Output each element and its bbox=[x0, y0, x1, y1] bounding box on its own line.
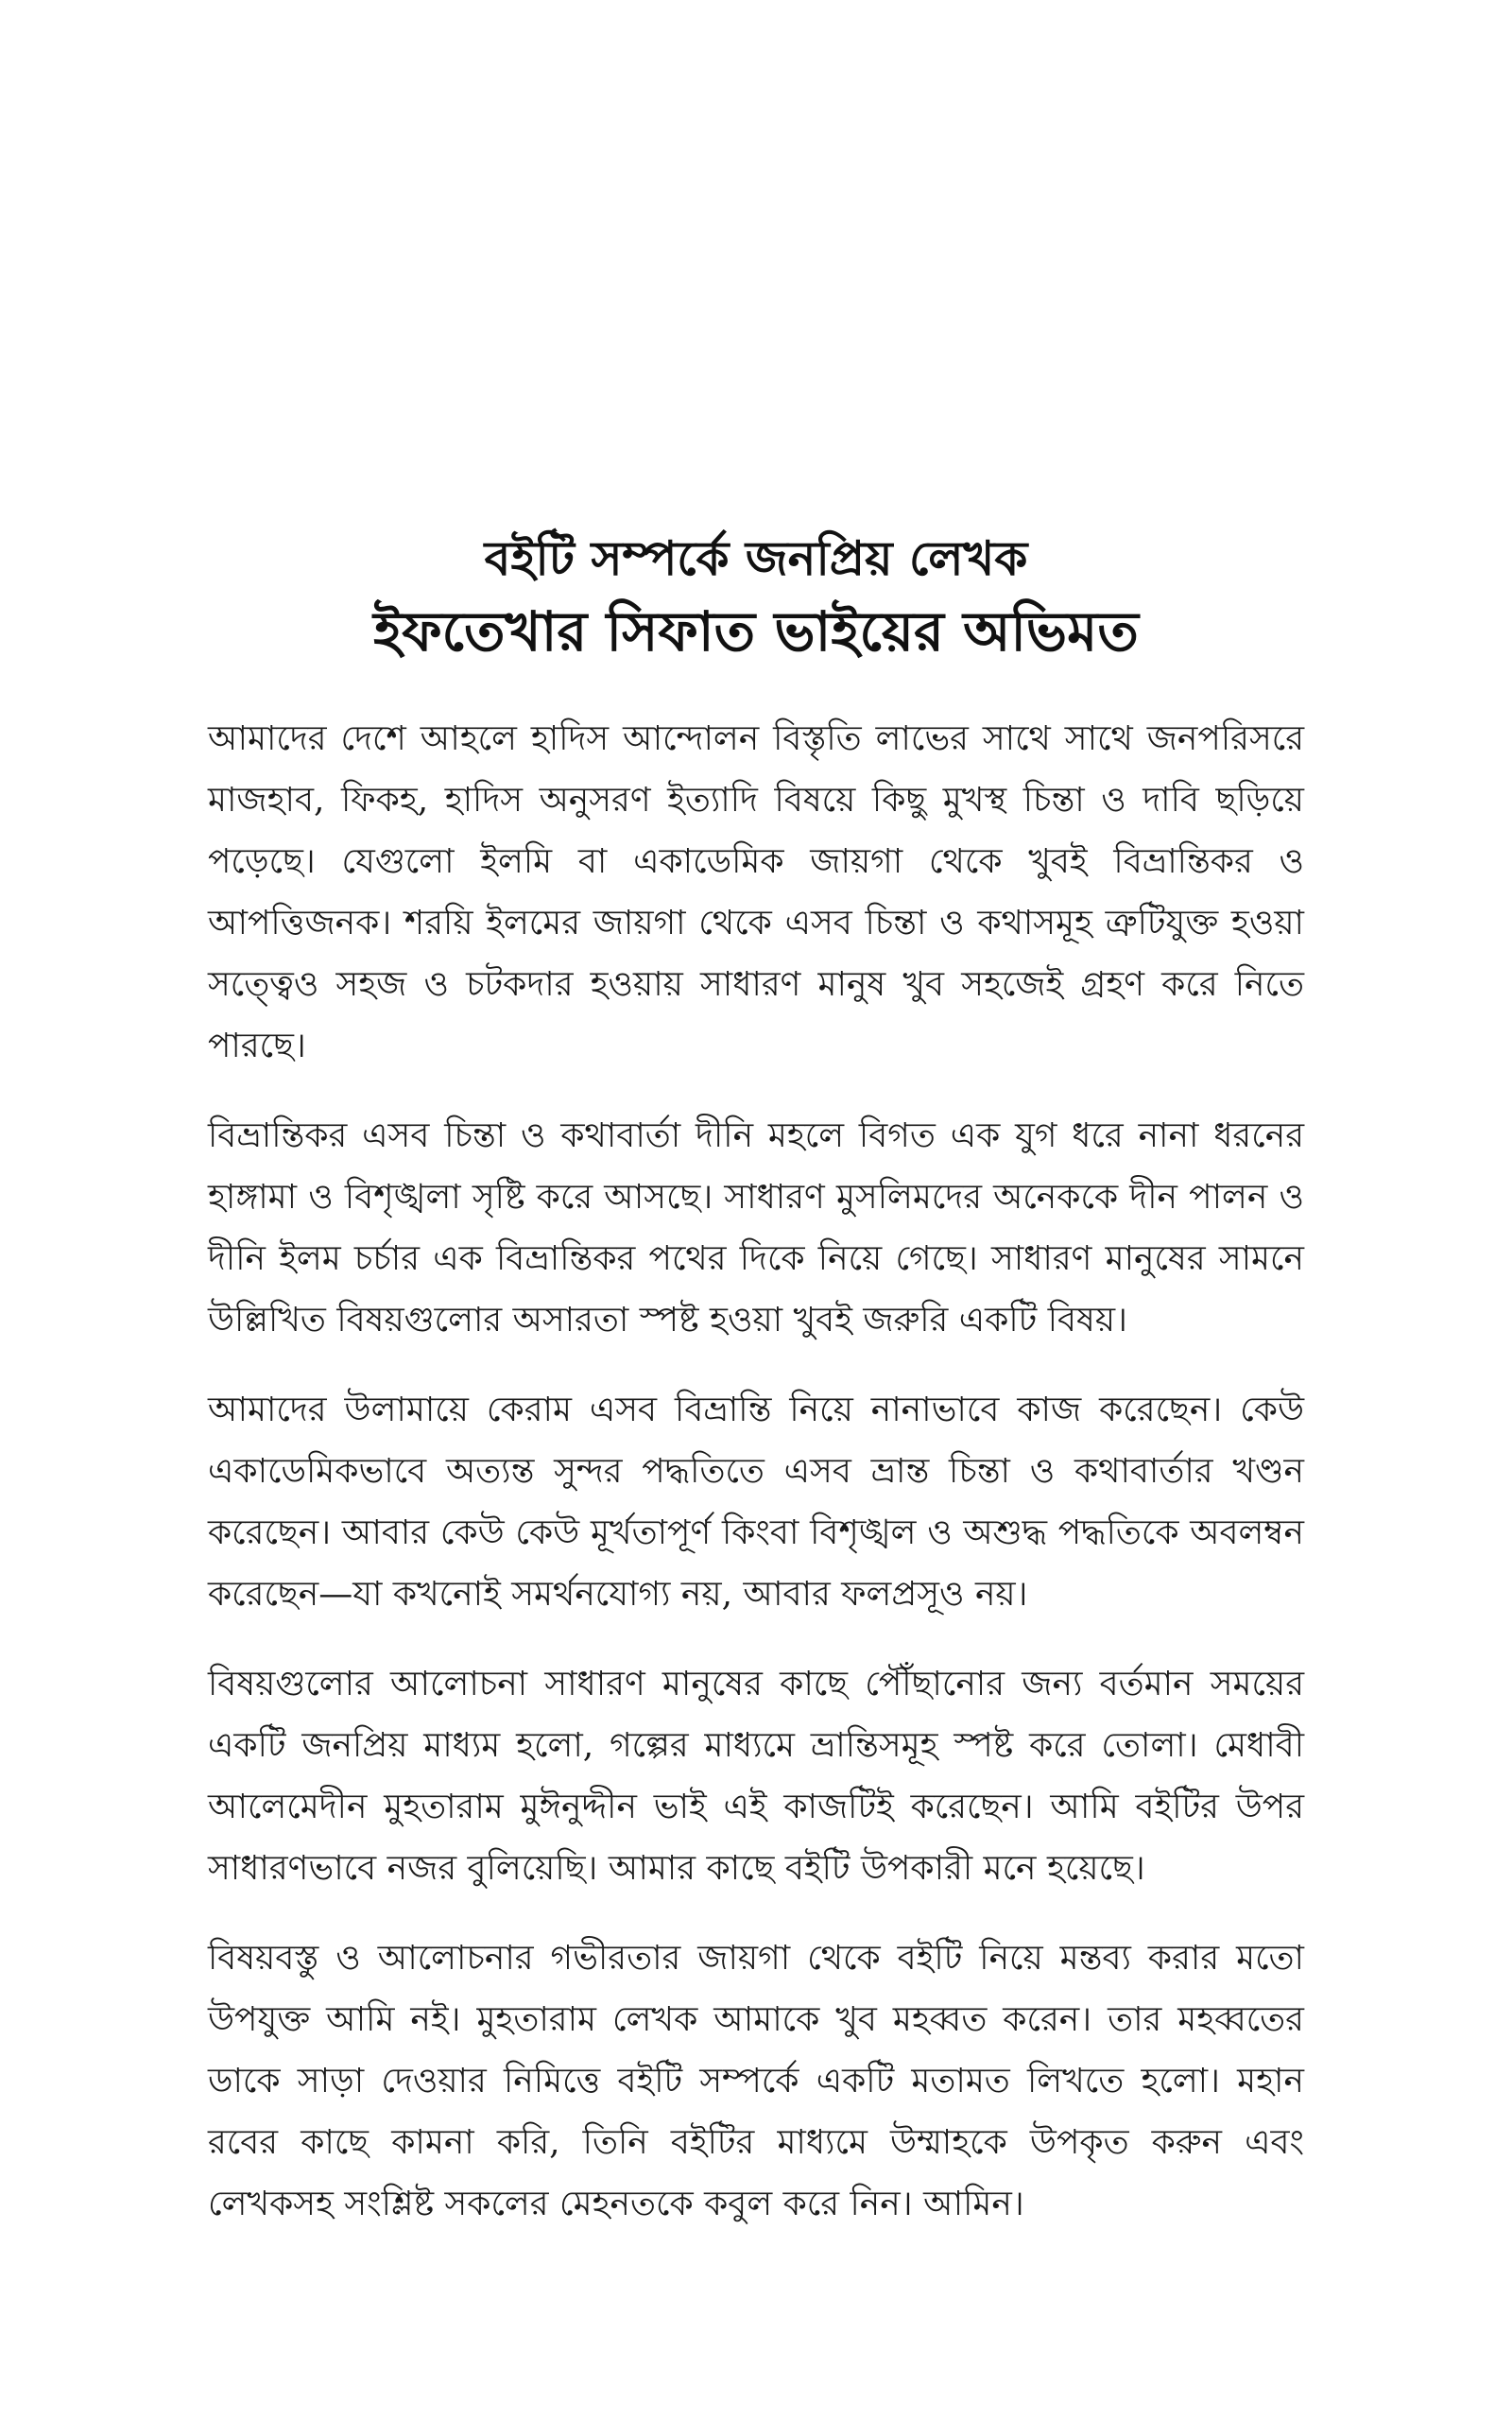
paragraph-3: আমাদের উলামায়ে কেরাম এসব বিভ্রান্তি নিয়ে নানাভাবে কাজ করেছেন। কেউ একাডেমিকভাবে অত্যন্ত সুন্দর পদ্ধতিতে এসব ভ্রান্ত চিন্তা ও কথাবার্তার খণ্ডন করেছেন। আবার কেউ কেউ মূর্খতাপূর্ণ কিংবা বিশৃঙ্খল ও অশুদ্ধ পদ্ধতিকে অবলম্বন করেছেন—যা কখনোই সমর্থনযোগ্য নয়, আবার ফলপ্রসূও নয়। bbox=[208, 1391, 1304, 1614]
paragraph-4: বিষয়গুলোর আলোচনা সাধারণ মানুষের কাছে পৌঁছানোর জন্য বর্তমান সময়ের একটি জনপ্রিয় মাধ্যম হলো, গল্পের মাধ্যমে ভ্রান্তিসমূহ স্পষ্ট করে তোলা। মেধাবী আলেমেদীন মুহতারাম মুঈনুদ্দীন ভাই এই কাজটিই করেছেন। আমি বইটির উপর সাধারণভাবে নজর বুলিয়েছি। আমার কাছে বইটি উপকারী মনে হয়েছে। bbox=[208, 1665, 1304, 1888]
paragraph-1: আমাদের দেশে আহলে হাদিস আন্দোলন বিস্তৃতি লাভের সাথে সাথে জনপরিসরে মাজহাব, ফিকহ, হাদিস অনুসরণ ইত্যাদি বিষয়ে কিছু মুখস্থ চিন্তা ও দাবি ছড়িয়ে পড়েছে। যেগুলো ইলমি বা একাডেমিক জায়গা থেকে খুবই বিভ্রান্তিকর ও আপত্তিজনক। শরয়ি ইলমের জায়গা থেকে এসব চিন্তা ও কথাসমূহ ত্রুটিযুক্ত হওয়া সত্ত্বেও সহজ ও চটকদার হওয়ায় সাধারণ মানুষ খুব সহজেই গ্রহণ করে নিতে পারছে। bbox=[208, 719, 1304, 1065]
paragraph-2: বিভ্রান্তিকর এসব চিন্তা ও কথাবার্তা দীনি মহলে বিগত এক যুগ ধরে নানা ধরনের হাঙ্গামা ও বিশৃঙ্খলা সৃষ্টি করে আসছে। সাধারণ মুসলিমদের অনেককে দীন পালন ও দীনি ইলম চর্চার এক বিভ্রান্তিকর পথের দিকে নিয়ে গেছে। সাধারণ মানুষের সামনে উল্লিখিত বিষয়গুলোর অসারতা স্পষ্ট হওয়া খুবই জরুরি একটি বিষয়। bbox=[208, 1116, 1304, 1340]
page-heading bbox=[208, 525, 1304, 670]
heading-line-1: বইটি সম্পর্কে জনপ্রিয় লেখক bbox=[484, 531, 1028, 586]
paragraph-5: বিষয়বস্তু ও আলোচনার গভীরতার জায়গা থেকে বইটি নিয়ে মন্তব্য করার মতো উপযুক্ত আমি নই। মুহতারাম লেখক আমাকে খুব মহব্বত করেন। তার মহব্বতের ডাকে সাড়া দেওয়ার নিমিত্তে বইটি সম্পর্কে একটি মতামত লিখতে হলো। মহান রবের কাছে কামনা করি, তিনি বইটির মাধ্যমে উম্মাহকে উপকৃত করুন এবং লেখকসহ সংশ্লিষ্ট সকলের মেহনতকে কবুল করে নিন। আমিন। bbox=[208, 1939, 1304, 2223]
book-page bbox=[208, 525, 1304, 2263]
heading-line-2: ইফতেখার সিফাত ভাইয়ের অভিমত bbox=[373, 599, 1139, 664]
